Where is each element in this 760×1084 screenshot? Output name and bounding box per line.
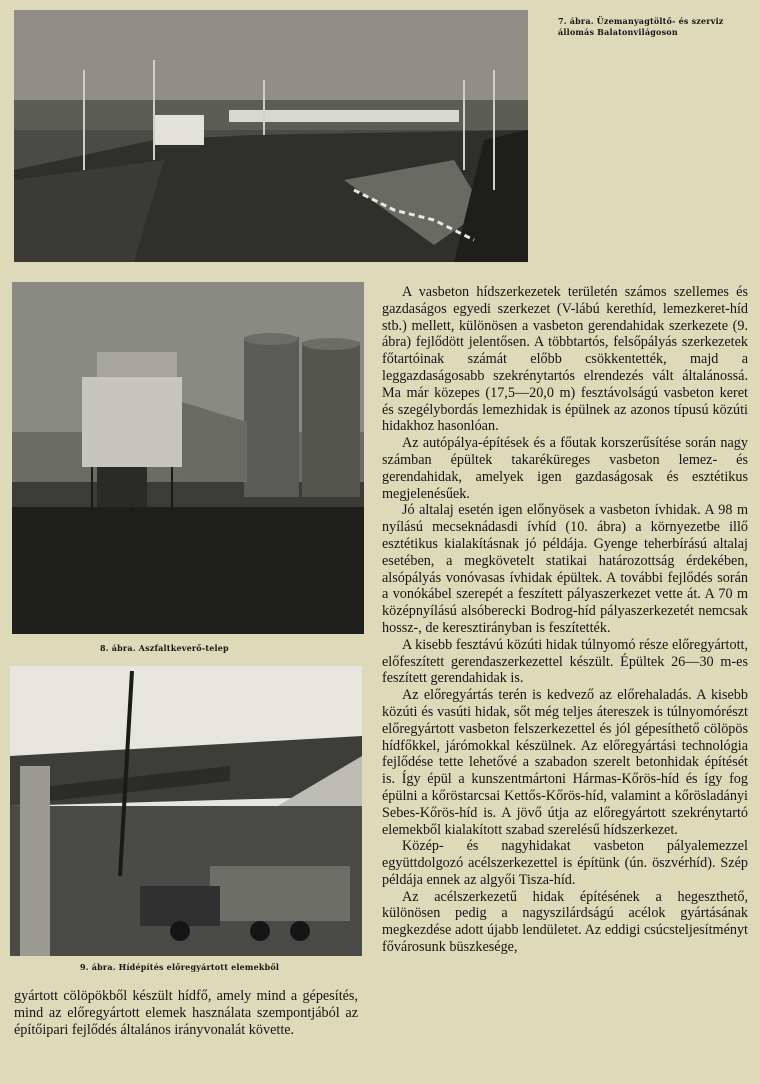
paragraph: Jó altalaj esetén igen előnyösek a vasbeton ívhidak. A 98 m nyílású mecseknádasdi ívhíd (10. ábra) a környezetbe illő esztétikus kialakításnak jó példája. Gyenge teherbírású altalaj esetében, a megkövetelt statikai határozottság érdekében, alsópályás vonóvasas ívhidak épültek. A további fejlődés során a vonókábel szerepét a feszített pályaszerkezet vette át. A 70 m középnyílású alsóberecki Bodrog-híd pályaszerkezetét nemcsak hossz-, de keresztirányban is feszítették.: [382, 502, 748, 636]
paragraph: Közép- és nagyhidakat vasbeton pályalemezzel együttdolgozó acélszerkezettel is építünk (ún. öszvérhíd). Szép példája ennek az algyői Tisza-híd.: [382, 838, 748, 888]
figure-7-caption: 7. ábra. Üzemanyagtöltő- és szerviz állomás Balatonvilágoson: [558, 16, 724, 37]
right-column-text: [382, 284, 748, 956]
paragraph: A kisebb fesztávú közúti hidak túlnyomó része előregyártott, előfeszített gerendaszerkezettel készült. Épültek 26—30 m-es feszített gerendahidak is.: [382, 636, 748, 687]
paragraph: Az autópálya-építések és a főutak korszerűsítése során nagy számban épültek takaréküreges vasbeton lemez- és gerendahidak, amelyek igen gazdaságosak és esztétikus megjelenésűek.: [382, 435, 748, 502]
figure-9-caption: 9. ábra. Hídépítés előregyártott elemekből: [80, 962, 280, 972]
paragraph: gyártott cölöpökből készült hídfő, amely mind a gépesítés, mind az előregyártott elemek használata szempontjából az építőipari fejlődés általános irányvonalát követte.: [14, 988, 358, 1038]
photo-bridge-construction: [10, 666, 362, 956]
figure-8-caption: 8. ábra. Aszfaltkeverő-telep: [100, 643, 229, 653]
paragraph: Az előregyártás terén is kedvező az előrehaladás. A kisebb közúti és vasúti hidak, sőt még teljes átereszek is túlnyomórészt előregyártott vasbeton felszerkezettel és jól gépesíthető cölöpös hídfőkkel, járómokkal készülnek. Az előregyártási technológia fejlődése tette lehetővé a szabadon szerelt betonhidak építését is. Így épül a kunszentmártoni Hármas-Kőrös-híd és így fog épülni a kőröstarcsai Kettős-Kőrös-híd, valamint a kőrösladányi Sebes-Kőrös-híd is. A jövő útja az előregyártott szekrénytartó elemekből kialakított szabad szerelésű hídszerkezet.: [382, 687, 748, 838]
photo-asphalt-plant: [12, 282, 364, 634]
photo-fuel-station: [14, 10, 528, 262]
paragraph: Az acélszerkezetű hidak építésének a hegeszthető, különösen pedig a nagyszilárdságú acélok gyártásának megkezdése adott újabb lendületet. Az eddigi csúcsteljesítményt fővárosunk büszkesége,: [382, 888, 748, 956]
paragraph: A vasbeton hídszerkezetek területén számos szellemes és gazdaságos egyedi szerkezet (V-lábú kerethíd, lemezkeret-híd stb.) mellett, különösen a vasbeton gerendahidak szerkezete (9. ábra) fejlődött jelentősen. A többtartós, felsőpályás szerkezetek főtartóinak számát előbb csökkentették, majd a leggazdaságosabb szekrénytartós elrendezés vált általánossá. Ma már közepes (17,5—20,0 m) fesztávolságú vasbeton keret és szegélybordás lemezhidak is épülnek az azonos típusú közúti hidakhoz hasonlóan.: [382, 284, 748, 435]
left-column-text: [14, 988, 358, 1038]
